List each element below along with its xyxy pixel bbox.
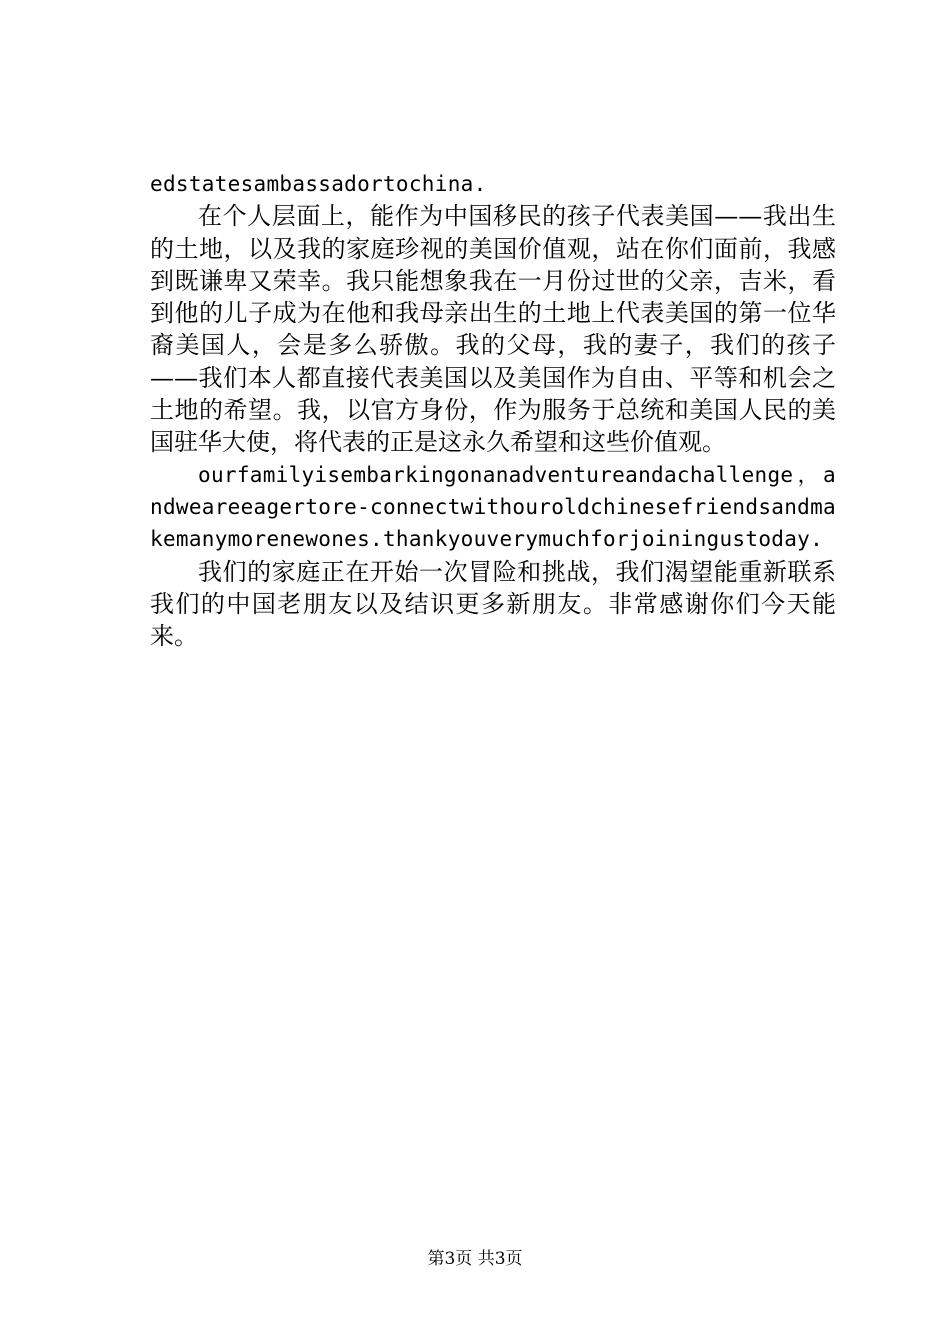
paragraph-continued-english: edstatesambassadortochina. [150,172,487,196]
paragraph-family-chinese: 我们的家庭正在开始一次冒险和挑战，我们渴望能重新联系我们的中国老朋友以及结识更多新朋友。非常感谢你们今天能来。 [150,557,836,651]
paragraph-personal-chinese: 在个人层面上，能作为中国移民的孩子代表美国——我出生的土地，以及我的家庭珍视的美国价值观，站在你们面前，我感到既谦卑又荣幸。我只能想象我在一月份过世的父亲，吉米，看到他的儿子成为在他和我母亲出生的土地上代表美国的第一位华裔美国人，会是多么骄傲。我的父母，我的妻子，我们的孩子——我们本人都直接代表美国以及美国作为自由、平等和机会之土地的希望。我，以官方身份，作为服务于总统和美国人民的美国驻华大使，将代表的正是这永久希望和这些价值观。 [150,202,836,457]
page-footer: 第3页 共3页 [427,1249,523,1269]
document-body [150,168,836,652]
paragraph-family-english: ourfamilyisembarkingonanadventureandachallenge，andweareeagertore-connectwithouroldchinesefriendsandmakemanymorenewones.thankyouverymuchforjoiningustoday. [150,462,836,552]
